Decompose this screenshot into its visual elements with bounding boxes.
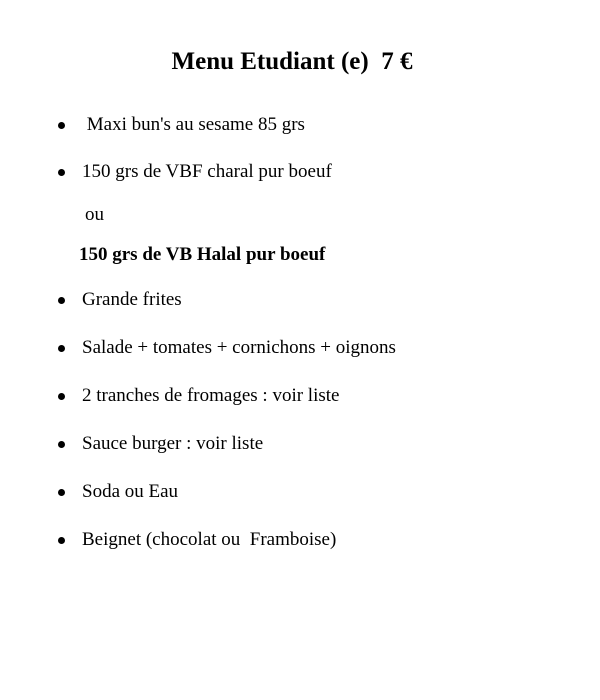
bullet-icon (58, 122, 65, 129)
list-item-text: Maxi bun's au sesame 85 grs (82, 114, 305, 135)
list-item-text: 2 tranches de fromages : voir liste (82, 385, 340, 406)
menu-title: Menu Etudiant (e) 7 € (171, 48, 413, 75)
bullet-icon (58, 537, 65, 544)
alternative-option: 150 grs de VB Halal pur boeuf (79, 244, 326, 265)
alternative-connector: ou (85, 204, 104, 225)
bullet-icon (58, 169, 65, 176)
list-item-text: Sauce burger : voir liste (82, 433, 264, 454)
list-item-text: Grande frites (82, 289, 182, 310)
list-item-text: Soda ou Eau (82, 481, 179, 502)
bullet-icon (58, 441, 65, 448)
bullet-icon (58, 489, 65, 496)
bullet-icon (58, 393, 65, 400)
bullet-icon (58, 345, 65, 352)
list-item-text: 150 grs de VBF charal pur boeuf (82, 161, 332, 182)
bullet-icon (58, 297, 65, 304)
list-item-text: Beignet (chocolat ou Framboise) (82, 529, 337, 550)
list-item-text: Salade + tomates + cornichons + oignons (82, 337, 396, 358)
